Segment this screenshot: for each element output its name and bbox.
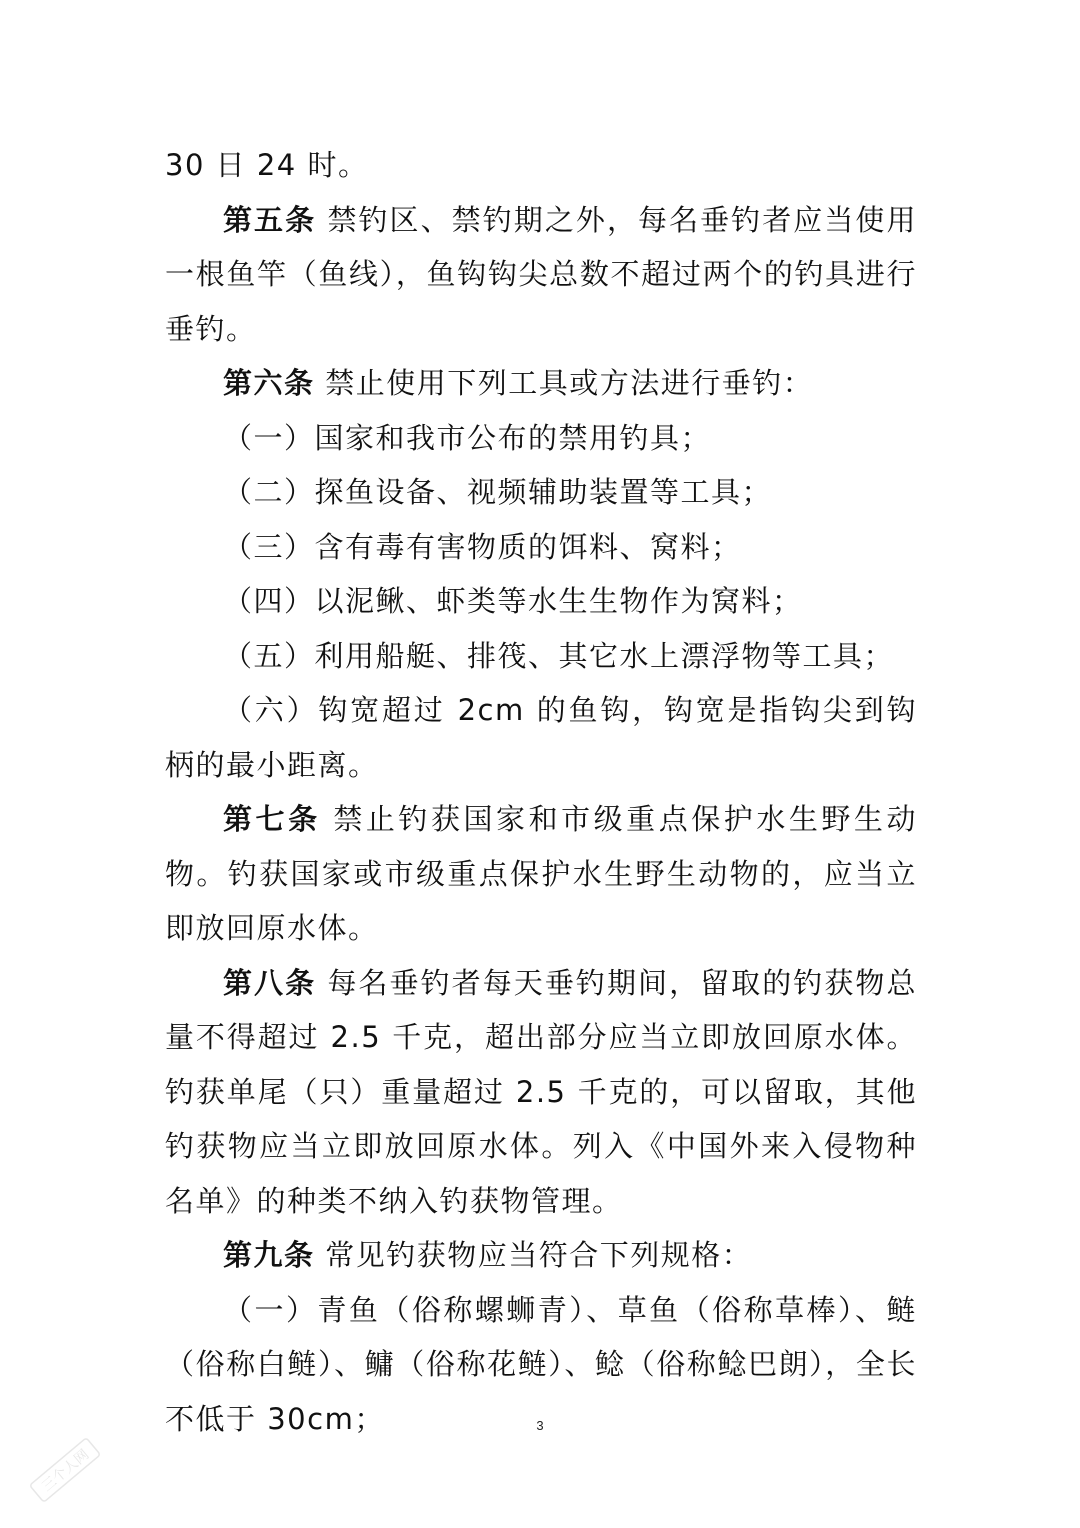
article-title: 第八条 (223, 965, 317, 1000)
paragraph-1 (165, 193, 917, 357)
page-number: 3 (536, 1418, 544, 1433)
paragraph-text: （六）钩宽超过 2cm 的鱼钩，钩宽是指钩尖到钩柄的最小距离。 (165, 693, 917, 782)
paragraph-text: （五）利用船艇、排筏、其它水上漂浮物等工具； (223, 638, 895, 673)
paragraph-4 (165, 465, 917, 520)
paragraph-text: 禁钓区、禁钓期之外，每名垂钓者应当使用一根鱼竿（鱼线），鱼钩钩尖总数不超过两个的钓具进行垂钓。 (165, 202, 917, 346)
paragraph-text: 禁止使用下列工具或方法进行垂钓： (314, 366, 814, 400)
paragraph-2 (165, 356, 917, 411)
paragraph-text: （一）国家和我市公布的禁用钓具； (223, 420, 712, 455)
paragraph-3 (165, 411, 917, 466)
paragraph-5 (165, 520, 917, 575)
paragraph-text: （一）青鱼（俗称螺蛳青）、草鱼（俗称草棒）、鲢（俗称白鲢）、鳙（俗称花鲢）、鲶（俗称鲶巴朗），全长不低于 30cm； (165, 1292, 917, 1436)
paragraph-text: （三）含有毒有害物质的饵料、窝料； (223, 529, 742, 564)
paragraph-9 (165, 792, 917, 956)
paragraph-text: （二）探鱼设备、视频辅助装置等工具； (223, 475, 773, 509)
paragraph-0 (165, 138, 917, 193)
watermark-logo-icon (10, 1415, 120, 1525)
document-body (165, 138, 917, 1446)
paragraph-10 (165, 956, 917, 1229)
paragraph-text: 常见钓获物应当符合下列规格： (314, 1238, 753, 1272)
article-title: 第五条 (223, 202, 317, 237)
paragraph-text: （四）以泥鳅、虾类等水生生物作为窝料； (223, 584, 803, 618)
paragraph-6 (165, 574, 917, 629)
watermark-text: 三个人网 (39, 1446, 93, 1495)
paragraph-8 (165, 683, 917, 792)
paragraph-text: 禁止钓获国家和市级重点保护水生野生动物。钓获国家或市级重点保护水生野生动物的，应当立即放回原水体。 (165, 802, 917, 945)
paragraph-7 (165, 629, 917, 684)
paragraph-text: 每名垂钓者每天垂钓期间，留取的钓获物总量不得超过 2.5 千克，超出部分应当立即放回原水体。钓获单尾（只）重量超过 2.5 千克的，可以留取，其他钓获物应当立即放回原水体。列入《中国外来入侵物种名单》的种类不纳入钓获物管理。 (165, 965, 917, 1218)
paragraph-text: 30 日 24 时。 (165, 148, 369, 182)
paragraph-11 (165, 1228, 917, 1283)
article-title: 第九条 (223, 1238, 315, 1272)
article-title: 第七条 (223, 802, 321, 836)
article-title: 第六条 (223, 366, 315, 400)
